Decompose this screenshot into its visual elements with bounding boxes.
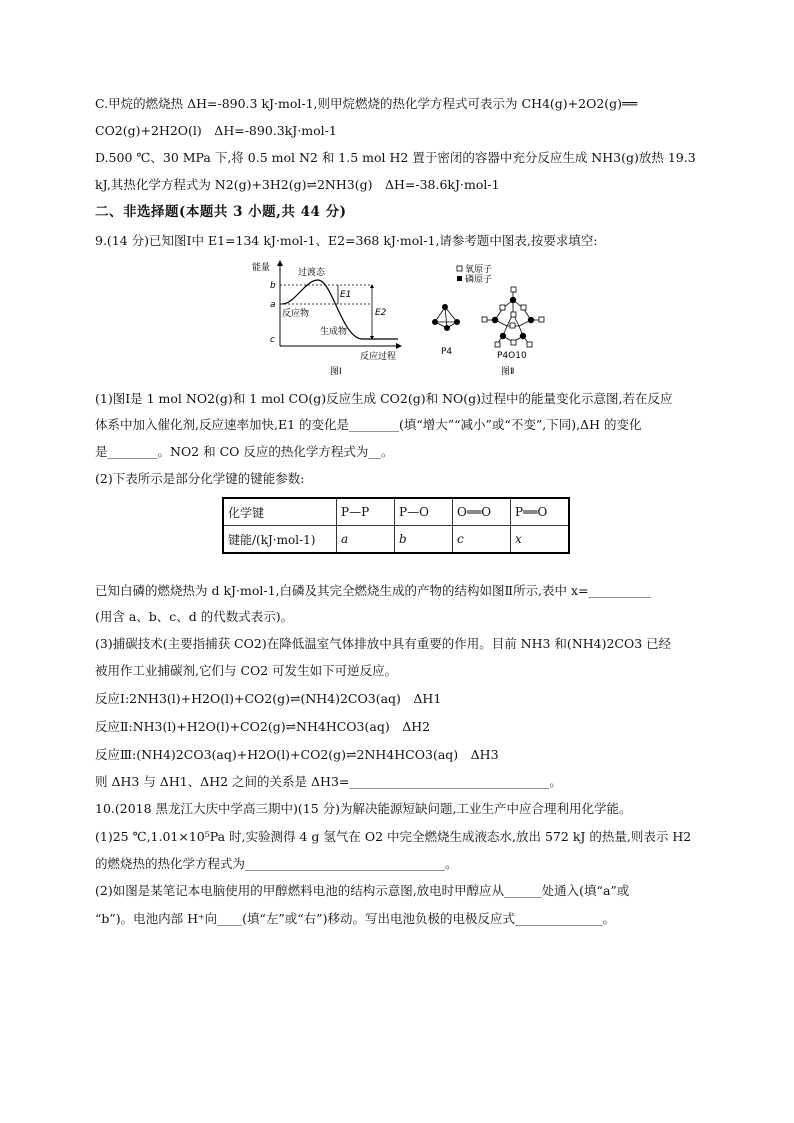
question-9-part2-line2: 已知白磷的燃烧热为 d kJ·mol-1,白磷及其完全燃烧生成的产物的结构如图Ⅱ所示,表中 x=__________ bbox=[95, 583, 652, 598]
table-cell: O══O bbox=[453, 498, 511, 526]
e2-label: E2 bbox=[375, 308, 387, 318]
p4o10-molecule bbox=[482, 287, 544, 347]
legend-oxygen: 氧原子 bbox=[465, 265, 493, 275]
question-9-part1-line2: 体系中加入催化剂,反应速率加快,E1 的变化是________(填“增大”“减小”或“不变”,下同),ΔH 的变化 bbox=[95, 417, 642, 432]
question-9-stem: 9.(14 分)已知图Ⅰ中 E1=134 kJ·mol-1、E2=368 kJ·mol-1,请参考题中图表,按要求填空: bbox=[95, 233, 598, 248]
question-9-part1-line3: 是________。NO2 和 CO 反应的热化学方程式为__。 bbox=[95, 444, 394, 459]
question-9-part3-line1: (3)捕碳技术(主要指捕获 CO2)在降低温室气体排放中具有重要的作用。目前 NH3 和(NH4)2CO3 已经 bbox=[95, 636, 672, 651]
question-10-part2-line2: “b”)。电池内部 H⁺向____(填“左”或“右”)移动。写出电池负极的电极反应式______________。 bbox=[95, 911, 615, 926]
question-9-part2-line3: (用含 a、b、c、d 的代数式表示)。 bbox=[95, 609, 294, 624]
transition-state-label: 过渡态 bbox=[298, 268, 326, 278]
question-10-part1-line1: (1)25 ℃,1.01×10⁵Pa 时,实验测得 4 g 氢气在 O2 中完全燃烧生成液态水,放出 572 kJ 的热量,则表示 H2 bbox=[95, 829, 692, 844]
table-cell: a bbox=[337, 526, 395, 554]
reaction-1: 反应Ⅰ:2NH3(l)+H2O(l)+CO2(g)⇌(NH4)2CO3(aq) ΔH1 bbox=[95, 691, 442, 706]
table-cell: P—O bbox=[395, 498, 453, 526]
question-10-part1-line2: 的燃烧热的热化学方程式为________________________________。 bbox=[95, 856, 458, 871]
legend-phosphorus: 磷原子 bbox=[465, 275, 493, 285]
y-axis-label: 能量 bbox=[252, 263, 271, 273]
tick-b: b bbox=[270, 281, 276, 291]
figure-2-caption: 图Ⅱ bbox=[501, 367, 515, 377]
molecule-structure-figure bbox=[425, 262, 555, 380]
table-row bbox=[223, 526, 569, 554]
bond-energy-table bbox=[222, 497, 570, 554]
table-cell: x bbox=[511, 526, 570, 554]
option-d-line2: kJ,其热化学方程式为 N2(g)+3H2(g)⇌2NH3(g) ΔH=-38.6kJ·mol-1 bbox=[95, 177, 500, 192]
reactant-label: 反应物 bbox=[282, 309, 310, 319]
table-cell: 键能/(kJ·mol-1) bbox=[223, 526, 337, 554]
question-9-part3-answer: 则 ΔH3 与 ΔH1、ΔH2 之间的关系是 ΔH3=________________________________。 bbox=[95, 774, 562, 789]
table-cell: P══O bbox=[511, 498, 570, 526]
figure-1-caption: 图Ⅰ bbox=[330, 367, 342, 377]
e1-label: E1 bbox=[340, 290, 352, 300]
energy-diagram bbox=[250, 258, 410, 378]
x-axis-label: 反应过程 bbox=[360, 352, 397, 362]
table-cell: 化学键 bbox=[223, 498, 337, 526]
question-9-part2-line1: (2)下表所示是部分化学键的键能参数: bbox=[95, 471, 305, 486]
tick-c: c bbox=[270, 335, 275, 345]
reaction-2: 反应Ⅱ:NH3(l)+H2O(l)+CO2(g)⇌NH4HCO3(aq) ΔH2 bbox=[95, 719, 431, 734]
reaction-3: 反应Ⅲ:(NH4)2CO3(aq)+H2O(l)+CO2(g)⇌2NH4HCO3(aq) ΔH3 bbox=[95, 747, 499, 762]
section-heading: 二、非选择题(本题共 3 小题,共 44 分) bbox=[95, 204, 347, 220]
tick-a: a bbox=[270, 300, 276, 310]
p4-molecule bbox=[432, 304, 459, 330]
option-c-line1: C.甲烷的燃烧热 ΔH=-890.3 kJ·mol-1,则甲烷燃烧的热化学方程式可表示为 CH4(g)+2O2(g)══ bbox=[95, 96, 638, 111]
table-cell: P—P bbox=[337, 498, 395, 526]
product-label: 生成物 bbox=[320, 327, 348, 337]
question-10-stem: 10.(2018 黑龙江大庆中学高三期中)(15 分)为解决能源短缺问题,工业生产中应合理利用化学能。 bbox=[95, 801, 632, 816]
p4-label: P4 bbox=[441, 347, 453, 357]
question-10-part2-line1: (2)如图是某笔记本电脑使用的甲醇燃料电池的结构示意图,放电时甲醇应从______处通入(填“a”或 bbox=[95, 883, 630, 898]
option-d-line1: D.500 ℃、30 MPa 下,将 0.5 mol N2 和 1.5 mol H2 置于密闭的容器中充分反应生成 NH3(g)放热 19.3 bbox=[95, 150, 696, 165]
table-cell: c bbox=[453, 526, 511, 554]
table-cell: b bbox=[395, 526, 453, 554]
p4o10-label: P4O10 bbox=[497, 351, 527, 361]
question-9-part1-line1: (1)图Ⅰ是 1 mol NO2(g)和 1 mol CO(g)反应生成 CO2(g)和 NO(g)过程中的能量变化示意图,若在反应 bbox=[95, 391, 673, 406]
table-header-row bbox=[223, 498, 569, 526]
option-c-line2: CO2(g)+2H2O(l) ΔH=-890.3kJ·mol-1 bbox=[95, 123, 337, 138]
question-9-part3-line2: 被用作工业捕碳剂,它们与 CO2 可发生如下可逆反应。 bbox=[95, 663, 398, 678]
